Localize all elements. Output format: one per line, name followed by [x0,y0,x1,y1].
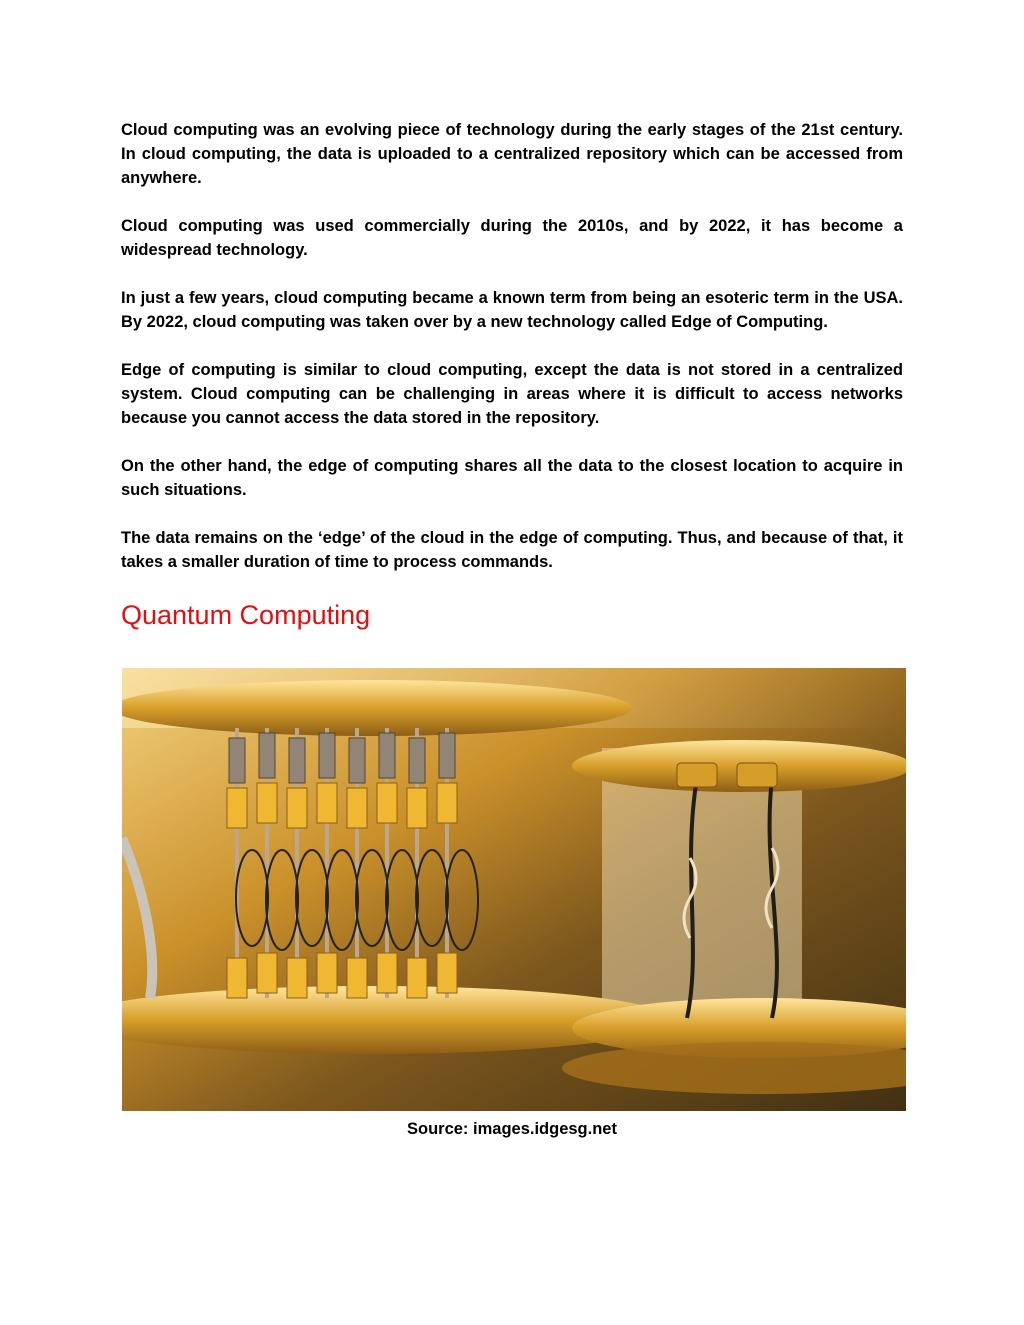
document-body [121,118,903,640]
paragraph-edge-sharing: On the other hand, the edge of computing shares all the data to the closest location to acquire in such situations. [121,457,903,499]
paragraph-edge-speed: The data remains on the ‘edge’ of the cloud in the edge of computing. Thus, and because of that, it takes a smaller duration of time to process commands. [121,529,903,571]
paragraph-edge-transition: In just a few years, cloud computing became a known term from being an esoteric term in the USA. By 2022, cloud computing was taken over by a new technology called Edge of Computing. [121,289,903,331]
figure-caption: Source: images.idgesg.net [407,1120,617,1138]
paragraph-cloud-commercial: Cloud computing was used commercially during the 2010s, and by 2022, it has become a widespread technology. [121,217,903,259]
section-heading-quantum: Quantum Computing [121,600,371,630]
paragraph-cloud-intro: Cloud computing was an evolving piece of technology during the early stages of the 21st century. In cloud computing, the data is uploaded to a centralized repository which can be accessed from anywhere. [121,121,903,187]
quantum-computer-photo [122,668,906,1111]
paragraph-edge-definition: Edge of computing is similar to cloud computing, except the data is not stored in a centralized system. Cloud computing can be challenging in areas where it is difficult to access networks because you cannot access the data stored in the repository. [121,361,903,427]
